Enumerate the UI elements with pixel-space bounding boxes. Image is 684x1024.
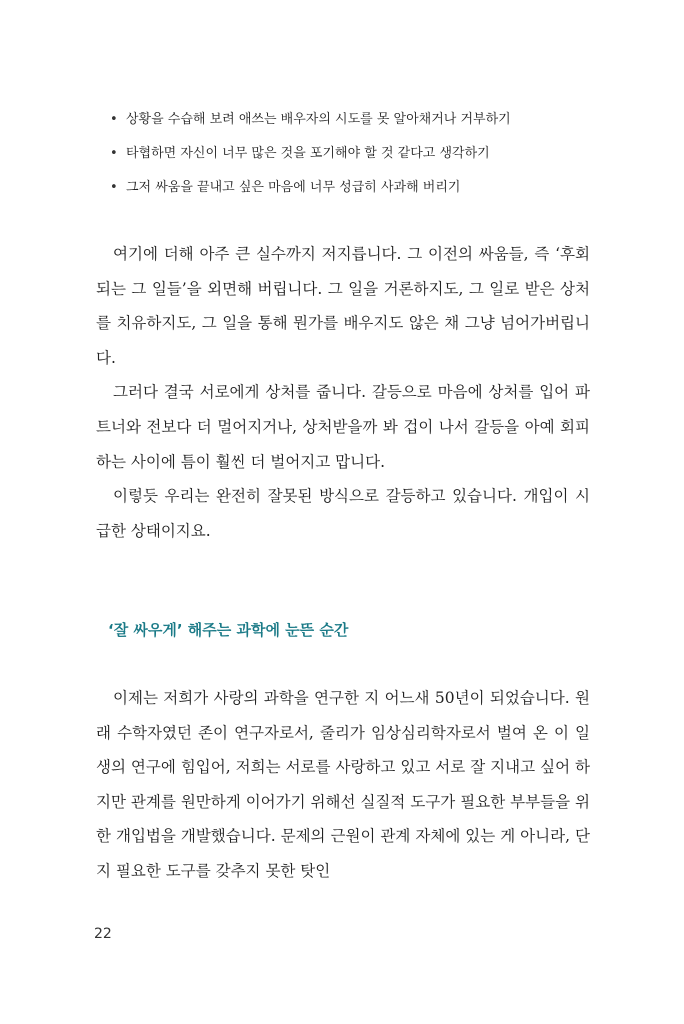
bullet-text: 타협하면 자신이 너무 많은 것을 포기해야 할 것 같다고 생각하기 <box>126 146 490 161</box>
bullet-marker: • <box>110 112 118 127</box>
bullet-marker: • <box>110 180 118 195</box>
bullet-item <box>110 103 580 137</box>
bullet-text: 상황을 수습해 보려 애쓰는 배우자의 시도를 못 알아채거나 거부하기 <box>126 112 511 127</box>
page-number: 22 <box>94 926 112 942</box>
paragraph: 여기에 더해 아주 큰 실수까지 저지릅니다. 그 이전의 싸움들, 즉 ‘후회되는 그 일들’을 외면해 버립니다. 그 일을 거론하지도, 그 일로 받은 상처를 치유하지도, 그 일을 통해 뭔가를 배우지도 않은 채 그냥 넘어가버립니다. <box>96 245 590 367</box>
bullet-item <box>110 137 580 171</box>
paragraph: 이제는 저희가 사랑의 과학을 연구한 지 어느새 50년이 되었습니다. 원래 수학자였던 존이 연구자로서, 줄리가 임상심리학자로서 벌여 온 이 일생의 연구에 힘입어, 저희는 서로를 사랑하고 있고 서로 잘 지내고 싶어 하지만 관계를 원만하게 이어가기 위해선 실질적 도구가 필요한 부부들을 위한 개입법을 개발했습니다. 문제의 근원이 관계 자체에 있는 게 아니라, 단지 필요한 도구를 갖추지 못한 탓인 <box>96 689 590 880</box>
bullet-list <box>110 103 580 205</box>
bullet-marker: • <box>110 146 118 161</box>
section-heading: ‘잘 싸우게’ 해주는 과학에 눈뜬 순간 <box>108 621 349 639</box>
bullet-item <box>110 171 580 205</box>
paragraph: 그러다 결국 서로에게 상처를 줍니다. 갈등으로 마음에 상처를 입어 파트너와 전보다 더 멀어지거나, 상처받을까 봐 겁이 나서 갈등을 아예 회피하는 사이에 틈이 훨씬 더 벌어지고 맙니다. <box>96 383 590 471</box>
bullet-text: 그저 싸움을 끝내고 싶은 마음에 너무 성급히 사과해 버리기 <box>126 180 461 195</box>
paragraph: 이렇듯 우리는 완전히 잘못된 방식으로 갈등하고 있습니다. 개입이 시급한 상태이지요. <box>96 487 590 540</box>
body-text-block <box>96 681 590 889</box>
body-text-block <box>96 237 590 548</box>
